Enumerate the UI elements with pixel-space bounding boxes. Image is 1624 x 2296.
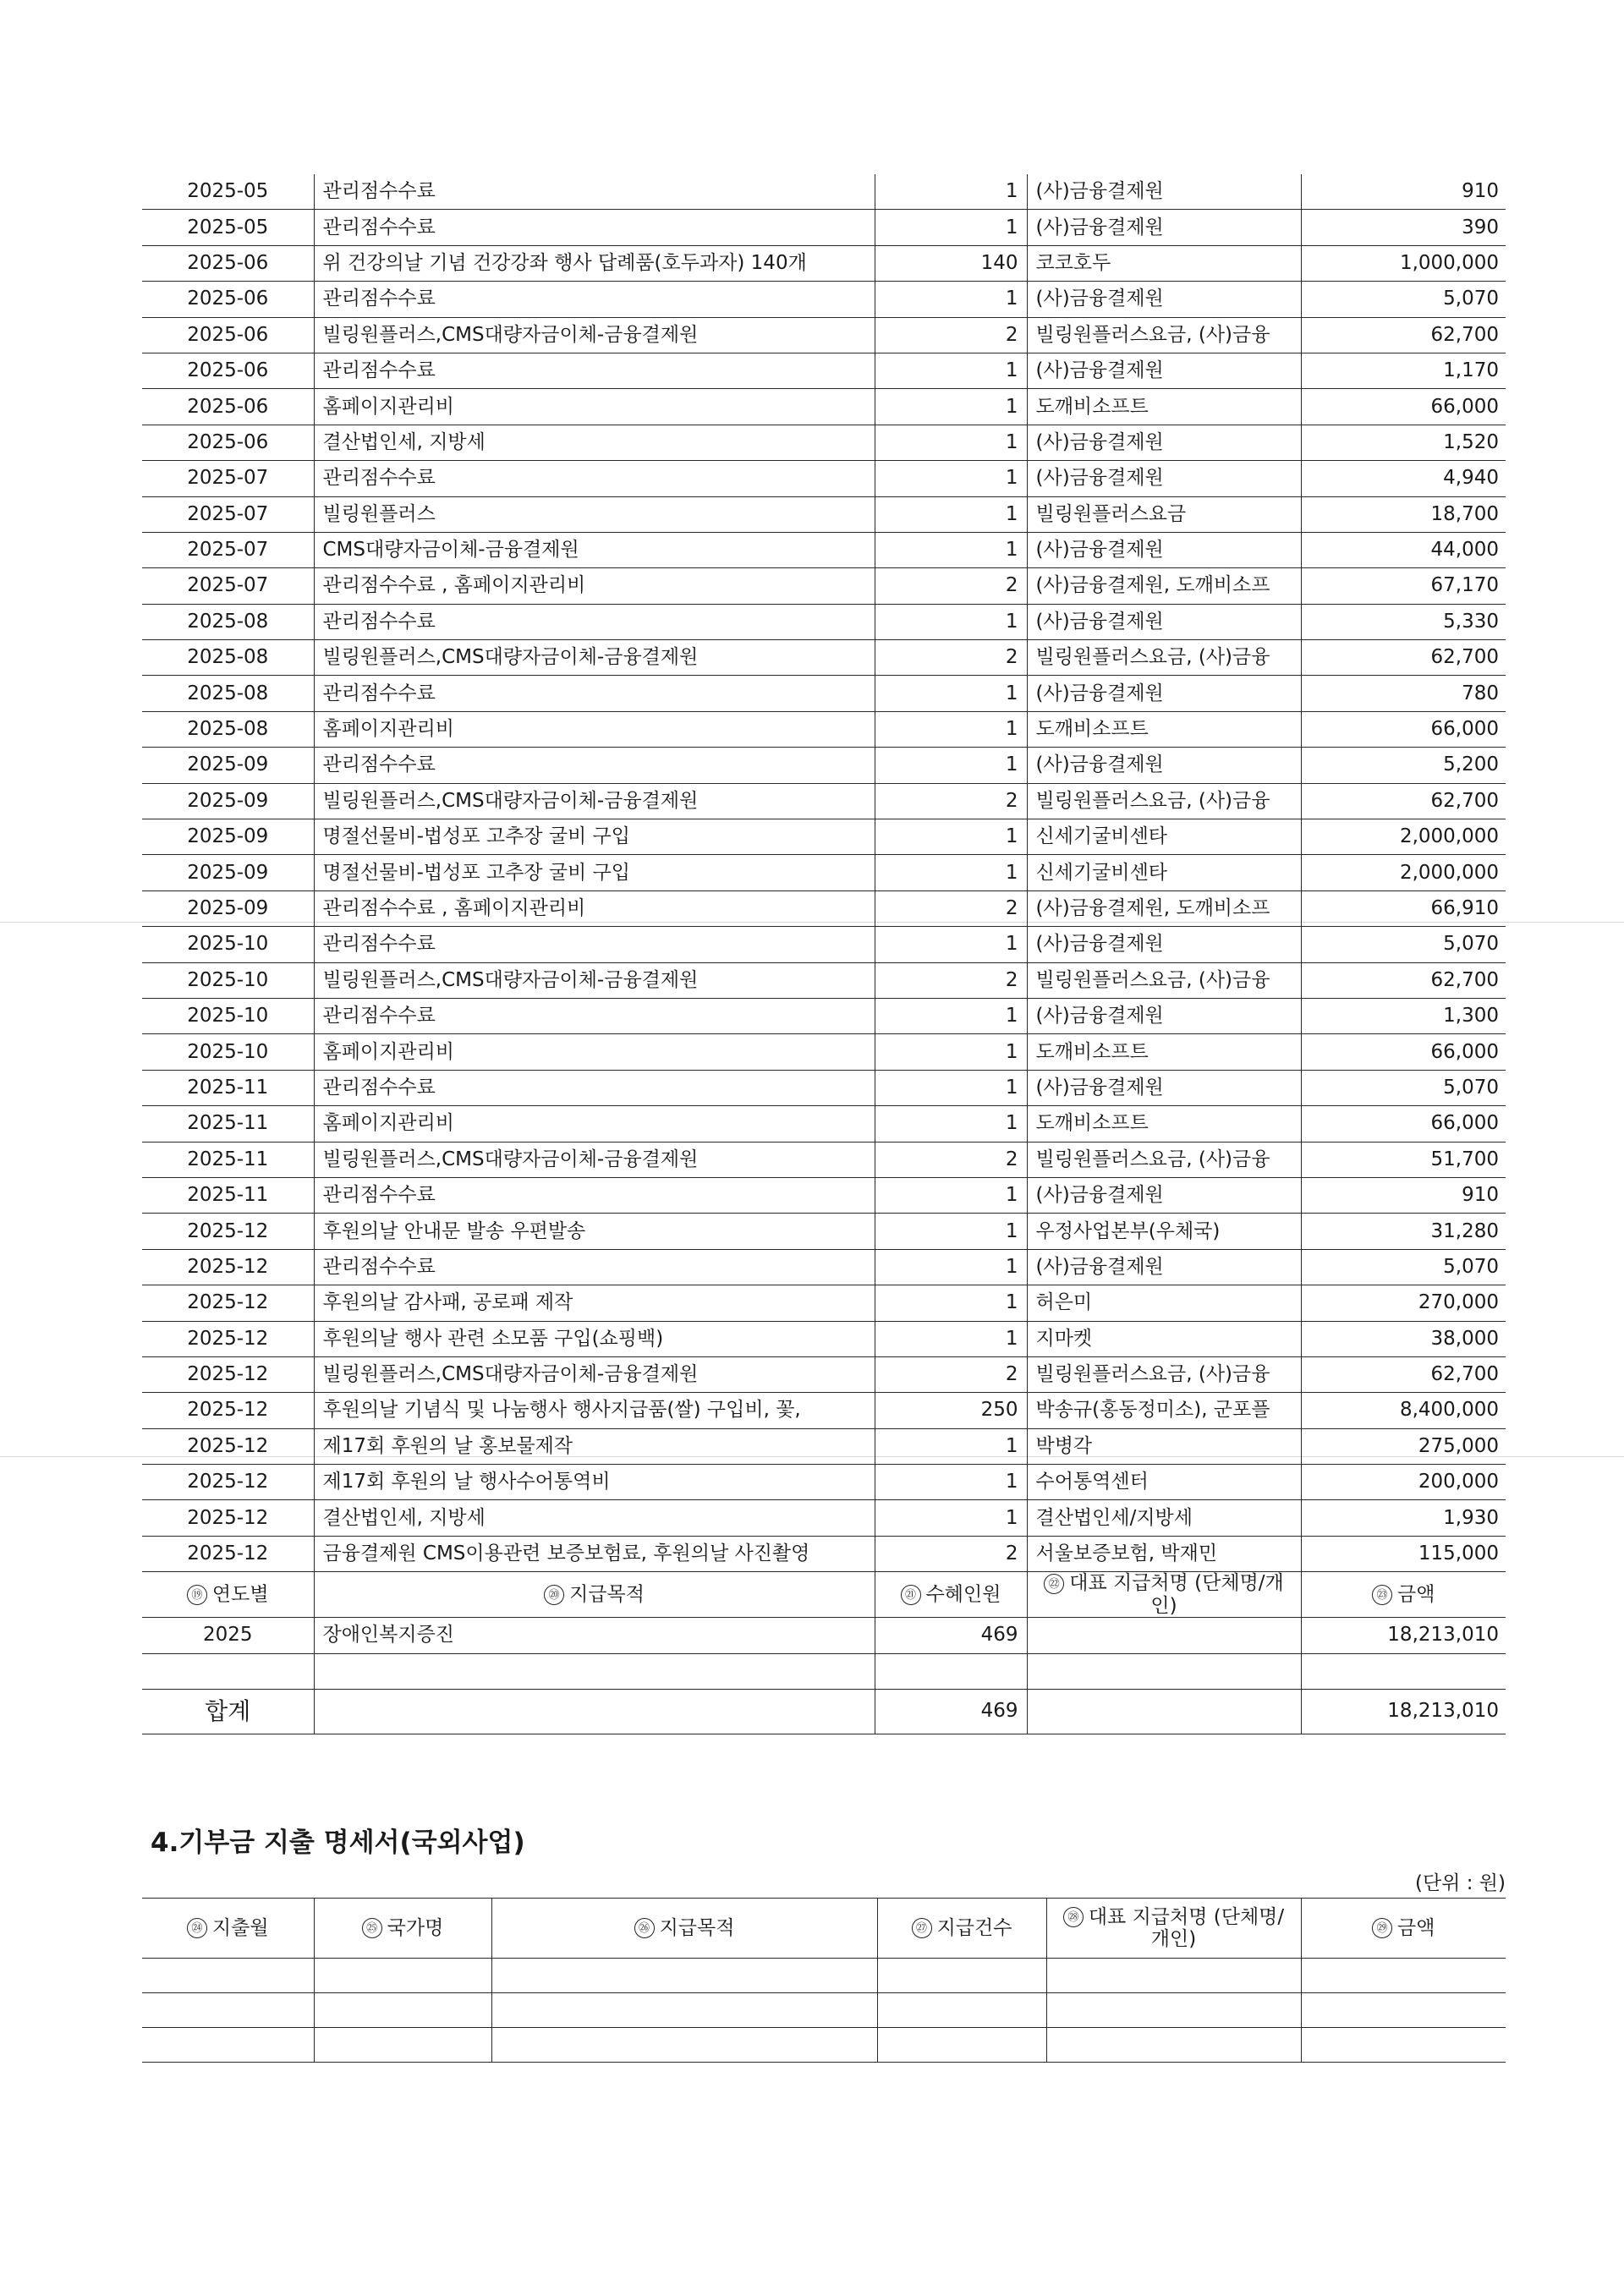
expense-purpose: 금융결제원 CMS이용관련 보증보험료, 후원의날 사진촬영: [314, 1536, 875, 1571]
expense-count: 1: [875, 353, 1027, 388]
expense-count: 1: [875, 676, 1027, 711]
expense-amount: 1,520: [1301, 425, 1506, 460]
expense-amount: 18,700: [1301, 496, 1506, 532]
expense-month: 2025-06: [142, 317, 314, 353]
expense-payee: 박송규(홍동정미소), 군포플: [1027, 1393, 1301, 1428]
expense-count: 2: [875, 1142, 1027, 1177]
expense-month: 2025-08: [142, 640, 314, 676]
expense-row: [142, 1536, 1506, 1571]
expense-row: [142, 927, 1506, 962]
expense-payee: (사)금융결제원: [1027, 604, 1301, 639]
expense-payee: 도깨비소프트: [1027, 711, 1301, 747]
expense-row: [142, 1142, 1506, 1177]
expense-purpose: 관리점수수료: [314, 748, 875, 783]
expense-amount: 910: [1301, 1177, 1506, 1213]
expense-row: [142, 496, 1506, 532]
expense-purpose: 빌링원플러스: [314, 496, 875, 532]
expense-count: 1: [875, 1214, 1027, 1249]
expense-month: 2025-12: [142, 1428, 314, 1464]
expense-row: [142, 1356, 1506, 1392]
expense-payee: 빌링원플러스요금: [1027, 496, 1301, 532]
expense-payee: 서울보증보험, 박재민: [1027, 1536, 1301, 1571]
expense-purpose: 후원의날 행사 관련 소모품 구입(쇼핑백): [314, 1321, 875, 1356]
header-purpose-label: 지급목적: [569, 1583, 645, 1606]
expense-count: 1: [875, 819, 1027, 855]
expense-month: 2025-05: [142, 174, 314, 210]
expense-amount: 8,400,000: [1301, 1393, 1506, 1428]
foreign-header-country: [314, 1899, 491, 1959]
expense-month: 2025-09: [142, 855, 314, 890]
expense-amount: 275,000: [1301, 1428, 1506, 1464]
expense-row: [142, 1285, 1506, 1321]
expense-amount: 38,000: [1301, 1321, 1506, 1356]
expense-purpose: 관리점수수료: [314, 461, 875, 496]
expense-month: 2025-10: [142, 962, 314, 998]
expense-month: 2025-12: [142, 1249, 314, 1285]
expense-purpose: 관리점수수료: [314, 1070, 875, 1105]
header-year-label: 연도별: [211, 1583, 269, 1606]
expense-amount: 1,000,000: [1301, 245, 1506, 281]
section-4-title: 4.기부금 지출 명세서(국외사업): [151, 1827, 525, 1858]
header-amount: [1301, 1572, 1506, 1618]
expense-amount: 910: [1301, 174, 1506, 210]
expense-month: 2025-12: [142, 1356, 314, 1392]
expense-month: 2025-10: [142, 927, 314, 962]
expense-purpose: 관리점수수료: [314, 353, 875, 388]
expense-amount: 2,000,000: [1301, 819, 1506, 855]
expense-purpose: 후원의날 안내문 발송 우편발송: [314, 1214, 875, 1249]
expense-row: [142, 998, 1506, 1033]
expense-payee: 빌링원플러스요금, (사)금융: [1027, 640, 1301, 676]
domestic-expenditure-table: [142, 174, 1506, 1734]
expense-month: 2025-07: [142, 532, 314, 567]
expense-amount: 62,700: [1301, 640, 1506, 676]
expense-row: [142, 855, 1506, 890]
expense-month: 2025-05: [142, 210, 314, 245]
foreign-header-count: [877, 1899, 1046, 1959]
expense-purpose: 제17회 후원의 날 홍보물제작: [314, 1428, 875, 1464]
expense-row: [142, 1249, 1506, 1285]
expense-month: 2025-08: [142, 604, 314, 639]
expense-count: 1: [875, 532, 1027, 567]
expense-payee: (사)금융결제원: [1027, 927, 1301, 962]
expense-amount: 66,000: [1301, 711, 1506, 747]
expense-month: 2025-12: [142, 1393, 314, 1428]
expense-purpose: CMS대량자금이체-금융결제원: [314, 532, 875, 567]
expense-row: [142, 640, 1506, 676]
foreign-header-country-label: 국가명: [387, 1916, 444, 1939]
expense-count: 2: [875, 640, 1027, 676]
expense-month: 2025-08: [142, 711, 314, 747]
expense-purpose: 관리점수수료: [314, 210, 875, 245]
expense-count: 1: [875, 855, 1027, 890]
total-amount: 18,213,010: [1301, 1689, 1506, 1734]
expense-row: [142, 711, 1506, 747]
foreign-empty-row: [142, 1959, 1506, 1993]
expense-row: [142, 1393, 1506, 1428]
expense-amount: 5,070: [1301, 1070, 1506, 1105]
expense-purpose: 홈페이지관리비: [314, 1034, 875, 1070]
expense-month: 2025-09: [142, 748, 314, 783]
expense-amount: 115,000: [1301, 1536, 1506, 1571]
expense-count: 1: [875, 1465, 1027, 1500]
expense-row: [142, 1106, 1506, 1142]
expense-count: 1: [875, 998, 1027, 1033]
foreign-header-payee-label: 대표 지급처명 (단체명/개인): [1088, 1905, 1285, 1950]
circled-number-28: ㉘: [1063, 1907, 1084, 1927]
expense-payee: (사)금융결제원: [1027, 174, 1301, 210]
expense-payee: 우정사업본부(우체국): [1027, 1214, 1301, 1249]
expense-amount: 5,070: [1301, 282, 1506, 317]
expense-payee: (사)금융결제원, 도깨비소프: [1027, 568, 1301, 604]
expense-payee: 박병각: [1027, 1428, 1301, 1464]
foreign-header-amount: [1301, 1899, 1506, 1959]
empty-row: [142, 1653, 1506, 1689]
expense-month: 2025-09: [142, 783, 314, 819]
expense-row: [142, 819, 1506, 855]
foreign-header-purpose: [491, 1899, 877, 1959]
expense-payee: 도깨비소프트: [1027, 1106, 1301, 1142]
summary-payee: [1027, 1618, 1301, 1653]
expense-payee: 수어통역센터: [1027, 1465, 1301, 1500]
expense-month: 2025-12: [142, 1214, 314, 1249]
expense-purpose: 홈페이지관리비: [314, 389, 875, 425]
unit-label: (단위 : 원): [1415, 1872, 1506, 1894]
expense-payee: 신세기굴비센타: [1027, 819, 1301, 855]
expense-amount: 5,070: [1301, 1249, 1506, 1285]
expense-purpose: 후원의날 기념식 및 나눔행사 행사지급품(쌀) 구입비, 꽃,: [314, 1393, 875, 1428]
expense-row: [142, 532, 1506, 567]
expense-month: 2025-07: [142, 496, 314, 532]
expense-amount: 2,000,000: [1301, 855, 1506, 890]
expense-count: 1: [875, 1428, 1027, 1464]
circled-number-20: ⑳: [544, 1585, 564, 1605]
expense-month: 2025-12: [142, 1321, 314, 1356]
summary-year: 2025: [142, 1618, 314, 1653]
expense-payee: (사)금융결제원, 도깨비소프: [1027, 890, 1301, 926]
expense-row: [142, 1465, 1506, 1500]
circled-number-29: ㉙: [1372, 1918, 1392, 1938]
total-payee: [1027, 1689, 1301, 1734]
expense-count: 1: [875, 496, 1027, 532]
expense-amount: 62,700: [1301, 317, 1506, 353]
expense-amount: 62,700: [1301, 962, 1506, 998]
expense-amount: 66,000: [1301, 1106, 1506, 1142]
expense-amount: 5,200: [1301, 748, 1506, 783]
expense-amount: 5,070: [1301, 927, 1506, 962]
circled-number-21: ㉑: [901, 1585, 921, 1605]
expense-count: 1: [875, 461, 1027, 496]
expense-count: 1: [875, 711, 1027, 747]
expense-purpose: 관리점수수료 , 홈페이지관리비: [314, 890, 875, 926]
expense-amount: 1,930: [1301, 1500, 1506, 1536]
expense-month: 2025-11: [142, 1106, 314, 1142]
expense-count: 250: [875, 1393, 1027, 1428]
total-row: [142, 1689, 1506, 1734]
expense-row: [142, 353, 1506, 388]
circled-number-22: ㉒: [1044, 1574, 1064, 1594]
expense-amount: 62,700: [1301, 783, 1506, 819]
expense-payee: (사)금융결제원: [1027, 998, 1301, 1033]
expense-payee: 빌링원플러스요금, (사)금융: [1027, 783, 1301, 819]
expense-purpose: 관리점수수료: [314, 927, 875, 962]
expense-count: 1: [875, 604, 1027, 639]
expense-row: [142, 174, 1506, 210]
expense-month: 2025-07: [142, 461, 314, 496]
expense-purpose: 관리점수수료: [314, 998, 875, 1033]
expense-count: 1: [875, 1285, 1027, 1321]
expense-amount: 4,940: [1301, 461, 1506, 496]
expense-payee: 코코호두: [1027, 245, 1301, 281]
expense-row: [142, 748, 1506, 783]
expense-amount: 270,000: [1301, 1285, 1506, 1321]
expense-purpose: 명절선물비-법성포 고추장 굴비 구입: [314, 855, 875, 890]
expense-amount: 62,700: [1301, 1356, 1506, 1392]
foreign-header-purpose-label: 지급목적: [659, 1916, 735, 1939]
expense-payee: (사)금융결제원: [1027, 282, 1301, 317]
expense-count: 1: [875, 1500, 1027, 1536]
expense-count: 1: [875, 1106, 1027, 1142]
foreign-header-payee: [1046, 1899, 1301, 1959]
expense-payee: (사)금융결제원: [1027, 353, 1301, 388]
expense-payee: 빌링원플러스요금, (사)금융: [1027, 1142, 1301, 1177]
expense-amount: 67,170: [1301, 568, 1506, 604]
expense-payee: (사)금융결제원: [1027, 676, 1301, 711]
expense-month: 2025-12: [142, 1285, 314, 1321]
expense-payee: (사)금융결제원: [1027, 210, 1301, 245]
expense-row: [142, 425, 1506, 460]
expense-row: [142, 568, 1506, 604]
circled-number-24: ㉔: [187, 1918, 207, 1938]
expense-amount: 31,280: [1301, 1214, 1506, 1249]
expense-amount: 200,000: [1301, 1465, 1506, 1500]
foreign-header-month-label: 지출월: [211, 1916, 269, 1939]
expense-count: 2: [875, 783, 1027, 819]
expense-payee: (사)금융결제원: [1027, 1070, 1301, 1105]
expense-row: [142, 389, 1506, 425]
foreign-empty-row: [142, 2028, 1506, 2063]
expense-count: 1: [875, 210, 1027, 245]
expense-row: [142, 604, 1506, 639]
expense-purpose: 위 건강의날 기념 건강강좌 행사 답례품(호두과자) 140개: [314, 245, 875, 281]
expense-row: [142, 1214, 1506, 1249]
expense-row: [142, 1428, 1506, 1464]
circled-number-19: ⑲: [187, 1585, 207, 1605]
expense-count: 2: [875, 1356, 1027, 1392]
expense-count: 2: [875, 568, 1027, 604]
expense-purpose: 관리점수수료: [314, 604, 875, 639]
foreign-header-amount-label: 금액: [1397, 1916, 1435, 1939]
expense-count: 2: [875, 1536, 1027, 1571]
expense-purpose: 빌링원플러스,CMS대량자금이체-금융결제원: [314, 317, 875, 353]
total-label: 합계: [142, 1689, 314, 1734]
expense-amount: 1,170: [1301, 353, 1506, 388]
expense-amount: 5,330: [1301, 604, 1506, 639]
expense-payee: 허은미: [1027, 1285, 1301, 1321]
expense-amount: 66,000: [1301, 1034, 1506, 1070]
circled-number-25: ㉕: [362, 1918, 382, 1938]
expense-purpose: 결산법인세, 지방세: [314, 1500, 875, 1536]
expense-month: 2025-10: [142, 998, 314, 1033]
expense-purpose: 관리점수수료 , 홈페이지관리비: [314, 568, 875, 604]
expense-purpose: 빌링원플러스,CMS대량자금이체-금융결제원: [314, 640, 875, 676]
expense-row: [142, 245, 1506, 281]
expense-amount: 1,300: [1301, 998, 1506, 1033]
circled-number-26: ㉖: [634, 1918, 655, 1938]
expense-payee: (사)금융결제원: [1027, 532, 1301, 567]
expense-month: 2025-12: [142, 1465, 314, 1500]
expense-row: [142, 1321, 1506, 1356]
foreign-expenditure-table: [142, 1898, 1506, 2063]
expense-row: [142, 317, 1506, 353]
expense-payee: (사)금융결제원: [1027, 461, 1301, 496]
expense-count: 2: [875, 317, 1027, 353]
expense-count: 2: [875, 962, 1027, 998]
header-purpose: [314, 1572, 875, 1618]
header-beneficiaries: [875, 1572, 1027, 1618]
expense-purpose: 빌링원플러스,CMS대량자금이체-금융결제원: [314, 1142, 875, 1177]
total-purpose: [314, 1689, 875, 1734]
expense-purpose: 빌링원플러스,CMS대량자금이체-금융결제원: [314, 962, 875, 998]
expense-payee: 빌링원플러스요금, (사)금융: [1027, 1356, 1301, 1392]
expense-count: 1: [875, 282, 1027, 317]
expense-month: 2025-09: [142, 819, 314, 855]
expense-count: 2: [875, 890, 1027, 926]
expense-purpose: 홈페이지관리비: [314, 1106, 875, 1142]
expense-row: [142, 962, 1506, 998]
expense-row: [142, 1177, 1506, 1213]
expense-month: 2025-06: [142, 353, 314, 388]
expense-month: 2025-12: [142, 1536, 314, 1571]
expense-amount: 390: [1301, 210, 1506, 245]
expense-payee: (사)금융결제원: [1027, 425, 1301, 460]
expense-purpose: 후원의날 감사패, 공로패 제작: [314, 1285, 875, 1321]
header-amount-label: 금액: [1397, 1583, 1435, 1606]
foreign-header-month: [142, 1899, 314, 1959]
header-payee: [1027, 1572, 1301, 1618]
expense-count: 1: [875, 389, 1027, 425]
expense-purpose: 관리점수수료: [314, 1249, 875, 1285]
summary-header-row: [142, 1572, 1506, 1618]
expense-count: 1: [875, 1177, 1027, 1213]
expense-count: 1: [875, 1321, 1027, 1356]
expense-purpose: 결산법인세, 지방세: [314, 425, 875, 460]
expense-row: [142, 676, 1506, 711]
expense-payee: 빌링원플러스요금, (사)금융: [1027, 317, 1301, 353]
expense-purpose: 제17회 후원의 날 행사수어통역비: [314, 1465, 875, 1500]
expense-purpose: 관리점수수료: [314, 282, 875, 317]
expense-month: 2025-10: [142, 1034, 314, 1070]
expense-count: 1: [875, 927, 1027, 962]
header-beneficiaries-label: 수혜인원: [925, 1583, 1001, 1606]
circled-number-23: ㉓: [1372, 1585, 1392, 1605]
expense-payee: 도깨비소프트: [1027, 1034, 1301, 1070]
header-payee-label: 대표 지급처명 (단체명/개인): [1069, 1572, 1284, 1617]
expense-payee: 도깨비소프트: [1027, 389, 1301, 425]
expense-payee: 지마켓: [1027, 1321, 1301, 1356]
expense-amount: 51,700: [1301, 1142, 1506, 1177]
total-beneficiaries: 469: [875, 1689, 1027, 1734]
expense-count: 1: [875, 1249, 1027, 1285]
expense-purpose: 관리점수수료: [314, 174, 875, 210]
expense-count: 1: [875, 1034, 1027, 1070]
expense-row: [142, 1070, 1506, 1105]
summary-amount: 18,213,010: [1301, 1618, 1506, 1653]
expense-payee: (사)금융결제원: [1027, 1249, 1301, 1285]
expense-month: 2025-06: [142, 389, 314, 425]
expense-row: [142, 461, 1506, 496]
expense-purpose: 명절선물비-법성포 고추장 굴비 구입: [314, 819, 875, 855]
expense-count: 1: [875, 174, 1027, 210]
expense-row: [142, 282, 1506, 317]
expense-payee: (사)금융결제원: [1027, 748, 1301, 783]
expense-count: 1: [875, 748, 1027, 783]
summary-row: [142, 1618, 1506, 1653]
expense-month: 2025-11: [142, 1177, 314, 1213]
expense-month: 2025-11: [142, 1142, 314, 1177]
foreign-empty-row: [142, 1993, 1506, 2028]
expense-row: [142, 1500, 1506, 1536]
expense-payee: 빌링원플러스요금, (사)금융: [1027, 962, 1301, 998]
expense-month: 2025-06: [142, 282, 314, 317]
expense-row: [142, 1034, 1506, 1070]
foreign-header-row: [142, 1899, 1506, 1959]
expense-purpose: 관리점수수료: [314, 1177, 875, 1213]
expense-purpose: 빌링원플러스,CMS대량자금이체-금융결제원: [314, 783, 875, 819]
expense-month: 2025-12: [142, 1500, 314, 1536]
expense-month: 2025-07: [142, 568, 314, 604]
expense-row: [142, 783, 1506, 819]
expense-purpose: 빌링원플러스,CMS대량자금이체-금융결제원: [314, 1356, 875, 1392]
foreign-header-count-label: 지급건수: [936, 1916, 1012, 1939]
expense-payee: (사)금융결제원: [1027, 1177, 1301, 1213]
expense-payee: 결산법인세/지방세: [1027, 1500, 1301, 1536]
expense-purpose: 관리점수수료: [314, 676, 875, 711]
expense-month: 2025-09: [142, 890, 314, 926]
expense-count: 1: [875, 1070, 1027, 1105]
expense-count: 1: [875, 425, 1027, 460]
circled-number-27: ㉗: [912, 1918, 932, 1938]
expense-amount: 780: [1301, 676, 1506, 711]
header-year: [142, 1572, 314, 1618]
expense-purpose: 홈페이지관리비: [314, 711, 875, 747]
expense-amount: 66,910: [1301, 890, 1506, 926]
summary-purpose: 장애인복지증진: [314, 1618, 875, 1653]
expense-count: 140: [875, 245, 1027, 281]
expense-month: 2025-11: [142, 1070, 314, 1105]
expense-month: 2025-06: [142, 245, 314, 281]
expense-month: 2025-06: [142, 425, 314, 460]
expense-month: 2025-08: [142, 676, 314, 711]
expense-row: [142, 890, 1506, 926]
expense-payee: 신세기굴비센타: [1027, 855, 1301, 890]
expense-amount: 44,000: [1301, 532, 1506, 567]
expense-row: [142, 210, 1506, 245]
summary-beneficiaries: 469: [875, 1618, 1027, 1653]
expense-amount: 66,000: [1301, 389, 1506, 425]
